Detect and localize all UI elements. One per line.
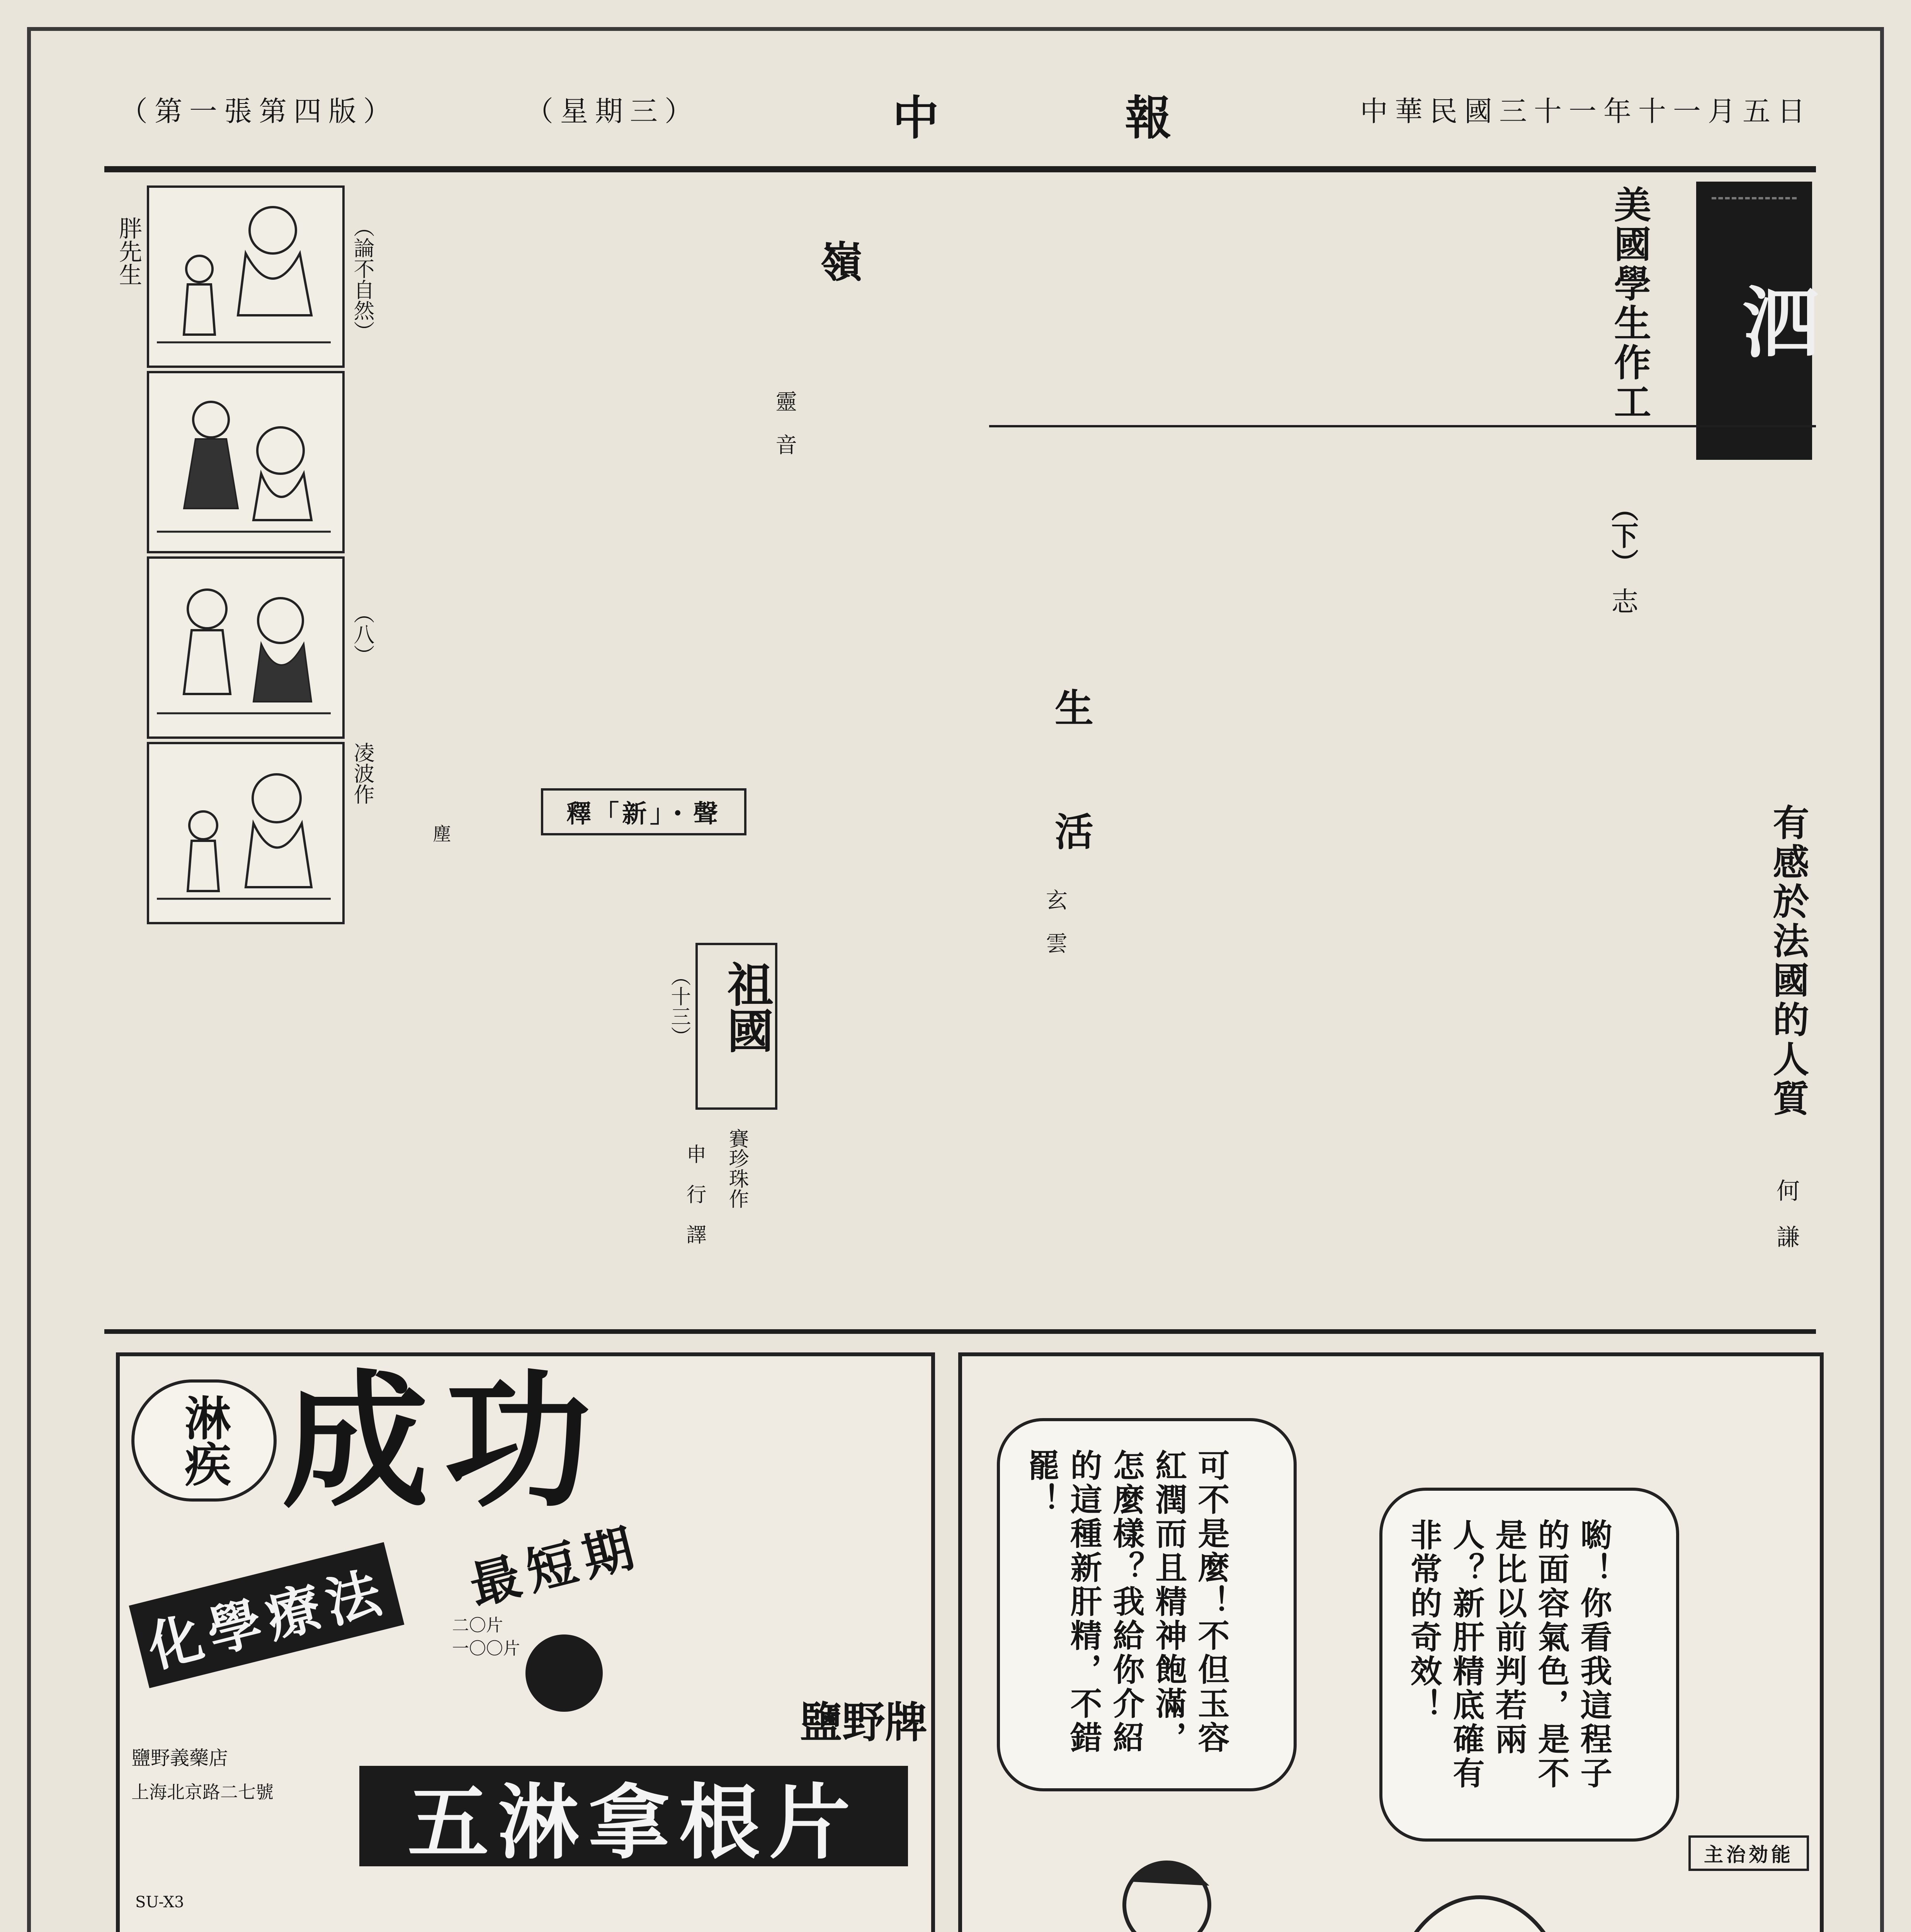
comic-subtitle: （論不自然）	[350, 216, 375, 342]
masthead	[100, 89, 1812, 151]
comic-panel-4	[147, 742, 345, 924]
article-france-body	[1267, 440, 1739, 1298]
article-ling-body-cont	[869, 185, 1001, 630]
column-banner-title: 泗	[1729, 282, 1820, 359]
ad-wulin-badge	[131, 1379, 277, 1502]
comic-panel-4-drawing	[149, 744, 338, 918]
ad-xinganjing	[958, 1352, 1824, 1932]
comic-panel-3	[147, 556, 345, 739]
serial-body	[116, 958, 649, 1306]
ad-wulin-company: 鹽野義藥店	[131, 1747, 228, 1769]
ad-wulin	[116, 1352, 935, 1932]
comic-panel-1	[147, 185, 345, 368]
article-ling-headline: 嶺	[813, 240, 863, 282]
ads-rule	[104, 1329, 1816, 1334]
article-fanbao-headline: 美國學生作工	[1608, 185, 1652, 422]
article-fanbao-author: 志	[1607, 587, 1639, 614]
ad-wulin-treatment-banner	[129, 1542, 404, 1688]
speech-right-text: 喲！你看我這程子的面容氣色，是不是比以前判若兩人？新肝精底確有非常的奇效！	[1405, 1519, 1612, 1791]
comic-artist: 凌波作	[350, 742, 375, 804]
ad-wulin-brand-prefix: 鹽野牌	[800, 1697, 927, 1747]
article-newwords-title-box	[541, 788, 746, 835]
ad-wulin-slogan: 最短期	[464, 1516, 647, 1616]
serial-episode: （十三）	[667, 966, 690, 1046]
article-ling-author: 靈 音	[772, 390, 797, 455]
ad-wulin-price-1: 二〇片	[452, 1616, 503, 1635]
ad-wulin-headline: 成功	[282, 1355, 607, 1527]
article-fanbao-subhead: （下）	[1607, 495, 1639, 576]
ad-wulin-company-block	[131, 1743, 348, 1889]
article-ling-body	[386, 185, 765, 630]
masthead-weekday: （星期三）	[525, 95, 700, 128]
serial-title: 祖國	[719, 961, 774, 1053]
ad-wulin-treatment: 化學療法	[141, 1559, 394, 1680]
ad-wulin-price-2: 一〇〇片	[452, 1639, 520, 1658]
ad-wulin-badge-text: 淋疾	[177, 1394, 231, 1487]
ad-wulin-code: SU-X3	[135, 1893, 184, 1911]
comic-title: 胖先生	[115, 216, 142, 286]
comic-panel-3-drawing	[149, 559, 338, 733]
article-newwords-headline: 釋「新」・聲	[566, 799, 721, 828]
ad-wulin-logo-icon	[525, 1634, 603, 1712]
serial-translator: 申 行 譯	[683, 1144, 706, 1244]
masthead-rule	[104, 166, 1816, 172]
comic-panel-2	[147, 371, 345, 553]
masthead-date: 中華民國三十一年十一月五日	[1360, 95, 1812, 128]
comic-episode: （八）	[350, 603, 375, 665]
serial-author: 賽珍珠作	[725, 1128, 748, 1209]
couple-mirror-illustration	[1039, 1828, 1677, 1932]
column-banner	[1696, 182, 1820, 460]
speech-left-text: 可不是麼！不但玉容紅潤而且精神飽滿，怎麼樣？我給你介紹的這種新肝精，不錯罷！	[1023, 1449, 1230, 1755]
ad-wulin-brand-banner	[359, 1766, 908, 1870]
indications-list	[1688, 1874, 1911, 1932]
article-france-headline: 有感於法國的人質	[1766, 804, 1809, 1119]
paper-name: 中 報	[893, 91, 1256, 145]
banner-decoration	[1712, 197, 1797, 261]
masthead-section: （第一張第四版）	[120, 95, 398, 128]
section-rule	[989, 425, 1816, 427]
comic-panel-1-drawing	[149, 188, 338, 362]
comic-strip	[115, 185, 375, 927]
article-newwords-author: 塵	[433, 823, 452, 845]
article-france-author: 何 謙	[1773, 1179, 1800, 1248]
article-life-headline: 生 活	[1048, 688, 1094, 873]
indications-title: 主治効能	[1704, 1843, 1794, 1866]
ad-wulin-address: 上海北京路二七號	[131, 1782, 274, 1803]
serial-body-cont	[796, 958, 1252, 1306]
comic-panel-2-drawing	[149, 373, 338, 547]
indications-title-box	[1688, 1835, 1809, 1871]
article-life-author: 玄 雲	[1042, 889, 1068, 954]
serial-title-box	[695, 943, 777, 1110]
ad-wulin-brand: 五淋拿根片	[407, 1775, 860, 1870]
